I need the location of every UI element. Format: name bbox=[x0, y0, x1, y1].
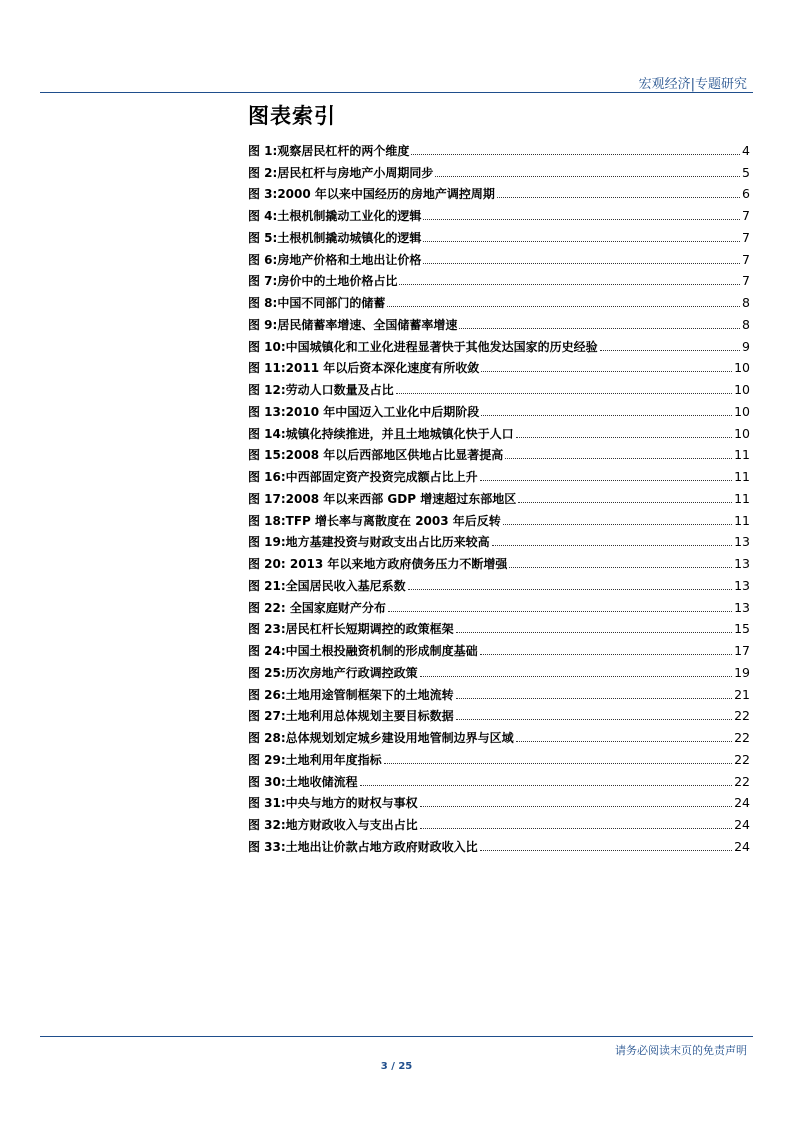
toc-entry-label: 图 8:中国不同部门的储蓄 bbox=[248, 296, 386, 310]
toc-entry-label: 图 16:中西部固定资产投资完成额占比上升 bbox=[248, 470, 478, 484]
toc-dot-leader bbox=[600, 350, 740, 351]
toc-dot-leader bbox=[516, 741, 732, 742]
toc-entry-page: 22 bbox=[734, 730, 750, 745]
toc-entry-label: 图 29:土地利用年度指标 bbox=[248, 752, 382, 767]
toc-dot-leader bbox=[411, 154, 740, 155]
toc-entry-label: 图 32:地方财政收入与支出占比 bbox=[248, 818, 418, 832]
toc-entry[interactable] bbox=[248, 441, 750, 463]
toc-entry[interactable] bbox=[248, 158, 750, 180]
toc-entry-page: 10 bbox=[734, 360, 750, 376]
toc-entry-label: 图 31:中央与地方的财权与事权 bbox=[248, 796, 418, 811]
toc-dot-leader bbox=[509, 567, 732, 568]
toc-entry-page: 15 bbox=[734, 621, 750, 637]
header-title: 宏观经济|专题研究 bbox=[638, 77, 747, 92]
toc-entry-page: 22 bbox=[734, 708, 750, 724]
footer-divider bbox=[40, 1036, 753, 1037]
toc-entry-label: 图 15:2008 年以后西部地区供地占比显著提高 bbox=[248, 448, 504, 463]
toc-entry[interactable] bbox=[248, 484, 750, 506]
toc-entry-label: 图 13:2010 年中国迈入工业化中后期阶段 bbox=[248, 404, 480, 419]
toc-dot-leader bbox=[516, 437, 732, 438]
toc-dot-leader bbox=[396, 393, 732, 394]
toc-entry-label: 图 30:土地收储流程 bbox=[248, 774, 358, 789]
toc-entry[interactable] bbox=[248, 462, 750, 484]
toc-dot-leader bbox=[399, 284, 740, 285]
toc-entry[interactable] bbox=[248, 615, 750, 637]
toc-dot-leader bbox=[388, 611, 732, 612]
toc-entry-page: 19 bbox=[734, 664, 750, 680]
toc-dot-leader bbox=[408, 589, 732, 590]
toc-entry[interactable] bbox=[248, 549, 750, 571]
toc-dot-leader bbox=[492, 545, 732, 546]
page-number: 3 / 25 bbox=[380, 1061, 413, 1072]
toc-entry-page: 11 bbox=[734, 447, 750, 463]
toc-dot-leader bbox=[480, 480, 732, 481]
toc-entry[interactable] bbox=[248, 419, 750, 441]
toc-entry-label: 图 21:全国居民收入基尼系数 bbox=[248, 578, 406, 593]
toc-dot-leader bbox=[423, 263, 740, 264]
toc-entry-page: 22 bbox=[734, 773, 750, 789]
toc-dot-leader bbox=[423, 241, 740, 242]
toc-entry-page: 10 bbox=[734, 403, 750, 419]
toc-entry-label: 图 27:土地利用总体规划主要目标数据 bbox=[248, 709, 454, 724]
toc-entry[interactable] bbox=[248, 310, 750, 332]
toc-entry[interactable] bbox=[248, 571, 750, 593]
toc-entry-page: 4 bbox=[742, 142, 750, 158]
toc-entry-label: 图 33:土地出让价款占地方政府财政收入比 bbox=[248, 839, 478, 854]
toc-entry-label: 图 5:土根机制撬动城镇化的逻辑 bbox=[248, 230, 422, 245]
toc-entry-label: 图 7:房价中的土地价格占比 bbox=[248, 274, 398, 289]
toc-entry-label: 图 11:2011 年以后资本深化速度有所收敛 bbox=[248, 361, 480, 376]
toc-dot-leader bbox=[456, 698, 732, 699]
toc-entry[interactable] bbox=[248, 267, 750, 289]
toc-entry-label: 图 22: 全国家庭财产分布 bbox=[248, 600, 386, 615]
toc-entry-page: 13 bbox=[734, 577, 750, 593]
toc-entry-label: 图 26:土地用途管制框架下的土地流转 bbox=[248, 687, 454, 702]
toc-entry-page: 7 bbox=[742, 273, 750, 289]
toc-dot-leader bbox=[435, 176, 740, 177]
toc-entry[interactable] bbox=[248, 354, 750, 376]
toc-dot-leader bbox=[497, 197, 740, 198]
toc-entry-label: 图 19:地方基建投资与财政支出占比历来较高 bbox=[248, 535, 490, 550]
toc-dot-leader bbox=[456, 719, 732, 720]
toc-dot-leader bbox=[420, 676, 732, 677]
toc-entry-label: 图 4:土根机制撬动工业化的逻辑 bbox=[248, 209, 422, 223]
toc-entry-page: 13 bbox=[734, 599, 750, 615]
toc-entry[interactable] bbox=[248, 136, 750, 158]
toc-entry[interactable] bbox=[248, 723, 750, 745]
toc-entry-page: 7 bbox=[742, 208, 750, 223]
toc-entry[interactable] bbox=[248, 375, 750, 397]
toc-dot-leader bbox=[387, 306, 740, 307]
toc-entry-label: 图 25:历次房地产行政调控政策 bbox=[248, 665, 418, 680]
toc-entry-page: 13 bbox=[734, 534, 750, 550]
toc-entry-page: 9 bbox=[742, 338, 750, 354]
toc-entry-page: 17 bbox=[734, 643, 750, 658]
toc-entry[interactable] bbox=[248, 223, 750, 245]
toc-entry[interactable] bbox=[248, 680, 750, 702]
toc-dot-leader bbox=[360, 785, 732, 786]
toc-entry-page: 7 bbox=[742, 251, 750, 267]
toc-entry-page: 24 bbox=[734, 817, 750, 832]
toc-entry[interactable] bbox=[248, 506, 750, 528]
toc-dot-leader bbox=[423, 219, 740, 220]
toc-entry-label: 图 14:城镇化持续推进，并且土地城镇化快于人口 bbox=[248, 426, 514, 441]
toc-dot-leader bbox=[459, 328, 740, 329]
toc-dot-leader bbox=[503, 524, 732, 525]
toc-entry[interactable] bbox=[248, 332, 750, 354]
toc-entry-page: 8 bbox=[742, 295, 750, 310]
toc-entry-label: 图 23:居民杠杆长短期调控的政策框架 bbox=[248, 622, 454, 637]
toc-dot-leader bbox=[384, 763, 732, 764]
toc-entry-page: 10 bbox=[734, 382, 750, 397]
toc-dot-leader bbox=[456, 632, 732, 633]
toc-entry-page: 11 bbox=[734, 512, 750, 528]
toc-entry-label: 图 2:居民杠杆与房地产小周期同步 bbox=[248, 165, 434, 180]
toc-dot-leader bbox=[505, 458, 732, 459]
toc-dot-leader bbox=[518, 502, 732, 503]
toc-entry-page: 10 bbox=[734, 425, 750, 441]
toc-entry-label: 图 28:总体规划划定城乡建设用地管制边界与区域 bbox=[248, 731, 514, 745]
toc-entry[interactable] bbox=[248, 702, 750, 724]
toc-entry-page: 24 bbox=[734, 838, 750, 854]
toc-entry-page: 7 bbox=[742, 229, 750, 245]
toc-dot-leader bbox=[420, 806, 732, 807]
toc-entry[interactable] bbox=[248, 288, 750, 310]
toc-dot-leader bbox=[480, 654, 732, 655]
toc-entry-label: 图 3:2000 年以来中国经历的房地产调控周期 bbox=[248, 187, 495, 202]
toc-dot-leader bbox=[480, 850, 732, 851]
toc-entry-page: 22 bbox=[734, 751, 750, 767]
toc-entry-label: 图 24:中国土根投融资机制的形成制度基础 bbox=[248, 644, 478, 658]
toc-entry[interactable] bbox=[248, 767, 750, 789]
toc-entry-page: 11 bbox=[734, 490, 750, 506]
toc-entry[interactable] bbox=[248, 593, 750, 615]
toc-entry-label: 图 18:TFP 增长率与离散度在 2003 年后反转 bbox=[248, 513, 501, 528]
toc-entry[interactable] bbox=[248, 245, 750, 267]
toc-entry-page: 24 bbox=[734, 795, 750, 811]
toc-dot-leader bbox=[481, 371, 732, 372]
toc-entry[interactable] bbox=[248, 397, 750, 419]
toc-entry-page: 5 bbox=[742, 164, 750, 180]
toc-entry-label: 图 1:观察居民杠杆的两个维度 bbox=[248, 143, 410, 158]
toc-entry[interactable] bbox=[248, 636, 750, 658]
toc-entry[interactable] bbox=[248, 745, 750, 767]
toc-entry-label: 图 9:居民储蓄率增速、全国储蓄率增速 bbox=[248, 317, 458, 332]
toc-entry-label: 图 6:房地产价格和土地出让价格 bbox=[248, 252, 422, 267]
toc-dot-leader bbox=[420, 828, 732, 829]
toc-entry[interactable] bbox=[248, 180, 750, 202]
toc-entry-label: 图 10:中国城镇化和工业化进程显著快于其他发达国家的历史经验 bbox=[248, 339, 598, 354]
toc-entry-page: 13 bbox=[734, 556, 750, 571]
footer-disclaimer: 请务必阅读末页的免责声明 bbox=[615, 1044, 747, 1057]
toc-entry-label: 图 17:2008 年以来西部 GDP 增速超过东部地区 bbox=[248, 491, 517, 506]
toc-entry[interactable] bbox=[248, 810, 750, 832]
toc-entry-page: 6 bbox=[742, 186, 750, 202]
toc-entry[interactable] bbox=[248, 658, 750, 680]
header-divider bbox=[40, 92, 753, 93]
toc-list bbox=[248, 136, 750, 854]
toc-entry[interactable] bbox=[248, 832, 750, 854]
toc-entry[interactable] bbox=[248, 201, 750, 223]
toc-entry-label: 图 12:劳动人口数量及占比 bbox=[248, 383, 394, 397]
toc-entry-page: 21 bbox=[734, 686, 750, 702]
toc-entry-label: 图 20: 2013 年以来地方政府债务压力不断增强 bbox=[248, 557, 508, 571]
toc-entry-page: 8 bbox=[742, 316, 750, 332]
toc-entry[interactable] bbox=[248, 789, 750, 811]
toc-entry-page: 11 bbox=[734, 469, 750, 484]
toc-dot-leader bbox=[481, 415, 732, 416]
toc-title: 图表索引 bbox=[248, 103, 336, 128]
toc-entry[interactable] bbox=[248, 528, 750, 550]
